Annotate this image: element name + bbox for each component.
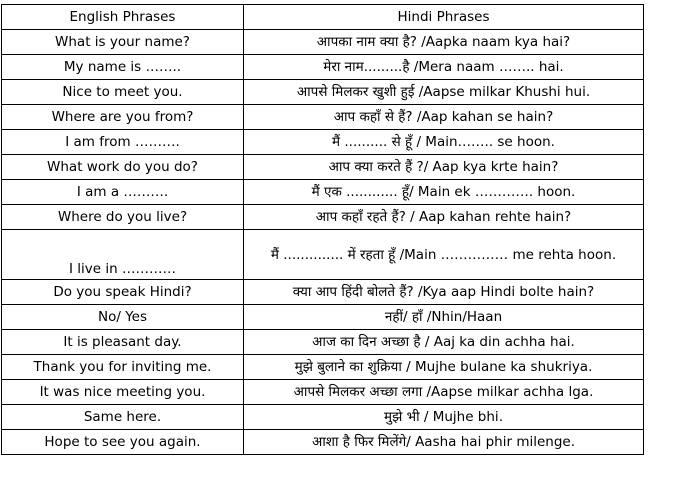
table-row	[2, 330, 644, 355]
hindi-phrase: आशा है फिर मिलेंगे/ Aasha hai phir milenge.	[244, 430, 644, 455]
hindi-phrase: मुझे भी / Mujhe bhi.	[244, 405, 644, 430]
english-phrase: I am from ……….	[2, 130, 244, 155]
phrases-table	[1, 4, 644, 455]
table-row	[2, 30, 644, 55]
table-row	[2, 180, 644, 205]
table-row	[2, 55, 644, 80]
hindi-phrase: आपसे मिलकर खुशी हुई /Aapse milkar Khushi hui.	[244, 80, 644, 105]
table-row	[2, 80, 644, 105]
hindi-phrase: आपसे मिलकर अच्छा लगा /Aapse milkar achha lga.	[244, 380, 644, 405]
hindi-phrase: आप कहाँ रहते हैं? / Aap kahan rehte hain?	[244, 205, 644, 230]
english-phrase: It was nice meeting you.	[2, 380, 244, 405]
english-phrase: Do you speak Hindi?	[2, 280, 244, 305]
english-phrase: I live in …………	[2, 230, 244, 280]
english-phrase: What work do you do?	[2, 155, 244, 180]
english-phrase: Same here.	[2, 405, 244, 430]
english-phrase: Where are you from?	[2, 105, 244, 130]
english-phrase: No/ Yes	[2, 305, 244, 330]
english-phrase: Nice to meet you.	[2, 80, 244, 105]
table-row	[2, 105, 644, 130]
english-phrase: My name is ……..	[2, 55, 244, 80]
table-row	[2, 205, 644, 230]
hindi-phrase: मैं एक ............ हूँ/ Main ek …………. hoon.	[244, 180, 644, 205]
hindi-phrase: आप कहाँ से हैं? /Aap kahan se hain?	[244, 105, 644, 130]
hindi-phrase: आज का दिन अच्छा है / Aaj ka din achha hai.	[244, 330, 644, 355]
table-row	[2, 355, 644, 380]
header-hindi: Hindi Phrases	[244, 5, 644, 30]
table-row	[2, 230, 644, 280]
table-row	[2, 380, 644, 405]
table-row	[2, 155, 644, 180]
english-phrase: Hope to see you again.	[2, 430, 244, 455]
english-phrase: What is your name?	[2, 30, 244, 55]
hindi-phrase: नहीं/ हाँ /Nhin/Haan	[244, 305, 644, 330]
header-english: English Phrases	[2, 5, 244, 30]
hindi-phrase: मेरा नाम.........है /Mera naam …….. hai.	[244, 55, 644, 80]
table-row	[2, 130, 644, 155]
hindi-phrase: आप क्या करते हैं ?/ Aap kya krte hain?	[244, 155, 644, 180]
hindi-phrase: क्या आप हिंदी बोलते हैं? /Kya aap Hindi bolte hain?	[244, 280, 644, 305]
table-row	[2, 405, 644, 430]
hindi-phrase: मुझे बुलाने का शुक्रिया / Mujhe bulane ka shukriya.	[244, 355, 644, 380]
english-phrase: It is pleasant day.	[2, 330, 244, 355]
table-header-row	[2, 5, 644, 30]
hindi-phrase: आपका नाम क्या है? /Aapka naam kya hai?	[244, 30, 644, 55]
table-row	[2, 430, 644, 455]
english-phrase: Thank you for inviting me.	[2, 355, 244, 380]
hindi-phrase: मैं .............. में रहता हूँ /Main …………… me rehta hoon.	[244, 230, 644, 280]
hindi-phrase: मैं .......... से हूँ / Main…….. se hoon.	[244, 130, 644, 155]
table-row	[2, 280, 644, 305]
english-phrase: I am a ……….	[2, 180, 244, 205]
table-row	[2, 305, 644, 330]
english-phrase: Where do you live?	[2, 205, 244, 230]
